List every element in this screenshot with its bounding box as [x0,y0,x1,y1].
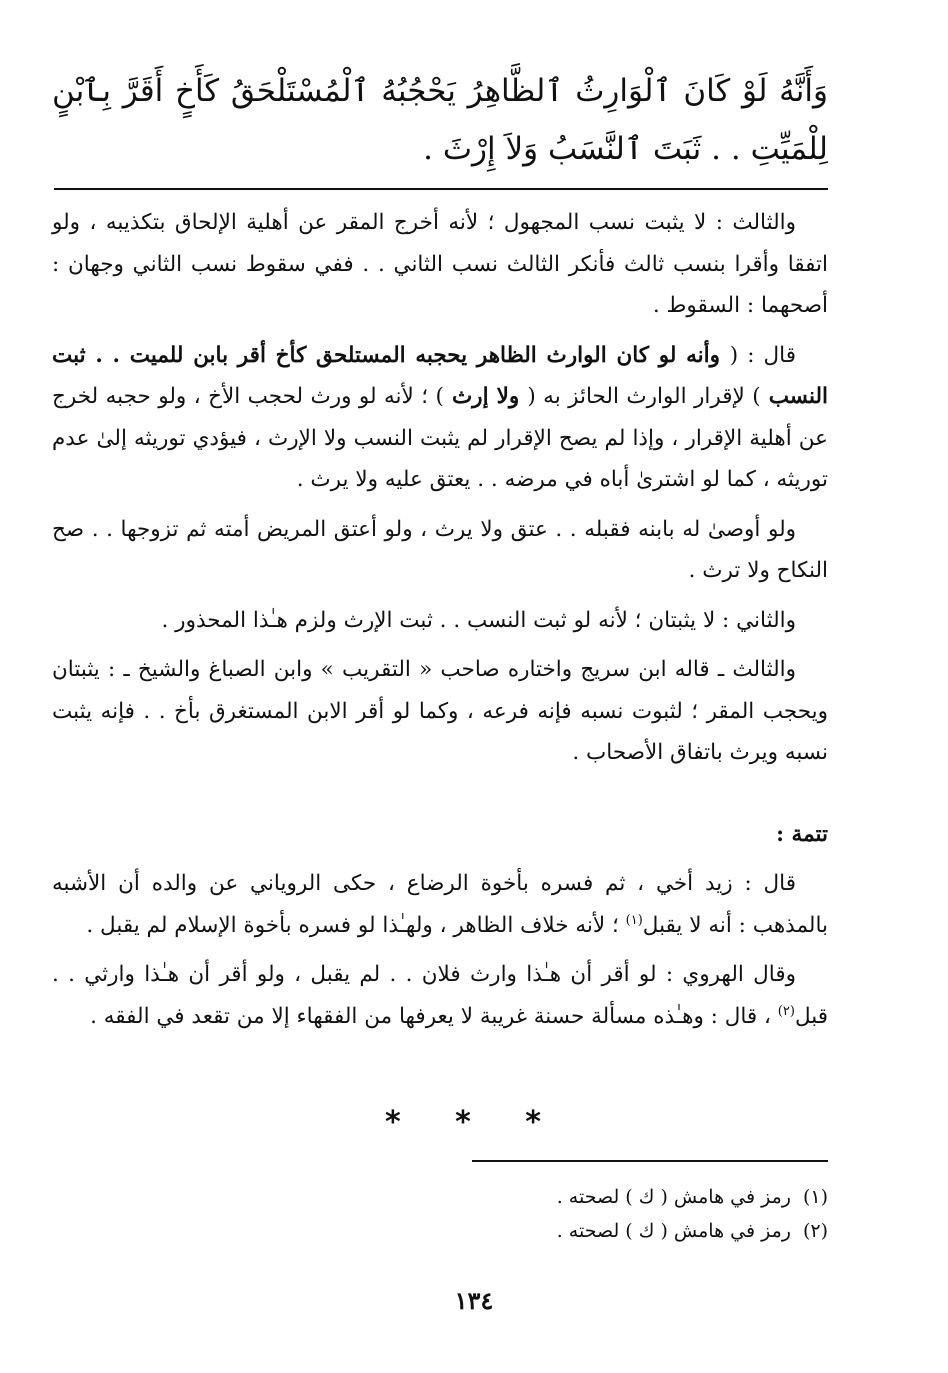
paragraph: والثالث : لا يثبت نسب المجهول ؛ لأنه أخرج المقر عن أهلية الإلحاق بتكذيبه ، ولو اتفقا وأقرا بنسب ثالث فأنكر الثالث نسب الثاني . . ففي سقوط نسب الثاني وجهان : أصحهما : السقوط . [52,210,828,318]
matn-text: وَأَنَّهُ لَوْ كَانَ ٱلْوَارِثُ ٱلظَّاهِرُ يَحْجُبُهُ ٱلْمُسْتَلْحَقُ كَأَخٍ أَقَرَّ بِٱبْنٍ لِلْمَيِّتِ . . ثَبَتَ ٱلنَّسَبُ وَلاَ إِرْثَ . [52,73,828,167]
text-span: ؛ لأنه خلاف الظاهر ، ولهـٰذا لو فسره بأخوة الإسلام لم يقبل . [86,912,626,938]
paragraph [52,335,828,501]
paragraph [52,863,828,946]
footnote-ref: (١) [625,912,643,928]
footnote-text: رمز في هامش ( ك ) لصحته . [556,1220,791,1242]
text-span: ) ؛ لأنه لو ورث لحجب الأخ ، ولو حجبه لخرج عن أهلية الإقرار ، وإذا لم يصح الإقرار لم يثبت النسب ولا الإرث ، فيؤدي توريثه إلىٰ عدم توريثه ، كما لو اشترىٰ أباه في مرضه . . يعتق عليه ولا يرث . [52,384,828,492]
footnotes [52,1180,828,1248]
paragraph: والثاني : لا يثبتان ؛ لأنه لو ثبت النسب . . ثبت الإرث ولزم هـٰذا المحذور . [161,607,796,633]
text-span: وقال الهروي : لو أقر أن هـٰذا وارث فلان . . لم يقبل ، ولو أقر أن هـٰذا وارثي . . قبل [52,962,828,1029]
text-span: ) لإقرار الوارث الحائز به ( [527,384,761,409]
quoted-matn: ولا إرث [443,384,528,409]
page-number: ١٣٤ [454,1286,494,1315]
paragraph: والثالث ـ قاله ابن سريج واختاره صاحب « التقريب » وابن الصباغ والشيخ ـ : يثبتان ويحجب المقر ؛ لثبوت نسبه فإنه فرعه ، وكما لو أقر الابن المستغرق بأخ . . فإنه يثبت نسبه ويرث باتفاق الأصحاب . [52,657,828,765]
section-separator: * * * [385,1105,563,1140]
paragraph: ولو أوصىٰ له بابنه فقبله . . عتق ولا يرث ، ولو أعتق المريض أمته ثم تزوجها . . صح النكاح ولا ترث . [52,516,828,583]
footnote-number: (١) [802,1186,828,1208]
footnote-divider [472,1160,828,1162]
quote-open: قال : ( [729,342,796,368]
text-span: ، قال : وهـٰذه مسألة حسنة غريبة لا يعرفها من الفقهاء إلا من تقعد في الفقه . [90,1003,778,1029]
section-heading: تتمة : [776,821,828,847]
footnote-item [52,1180,828,1214]
matn-divider [54,188,828,190]
text-span: قال : زيد أخي ، ثم فسره بأخوة الرضاع ، حكى الروياني عن والده أن الأشبه بالمذهب : أنه لا يقبل [52,871,828,938]
commentary-body [52,202,828,1037]
footnote-text: رمز في هامش ( ك ) لصحته . [556,1186,791,1208]
paragraph [52,954,828,1037]
footnote-item [52,1214,828,1248]
quoted-matn: وأنه لو كان الوارث الظاهر يحجبه المستلحق كأخ أقر بابن للميت . . ثبت النسب [52,342,828,409]
footnote-number: (٢) [802,1220,828,1242]
footnote-ref: (٢) [777,1003,795,1019]
